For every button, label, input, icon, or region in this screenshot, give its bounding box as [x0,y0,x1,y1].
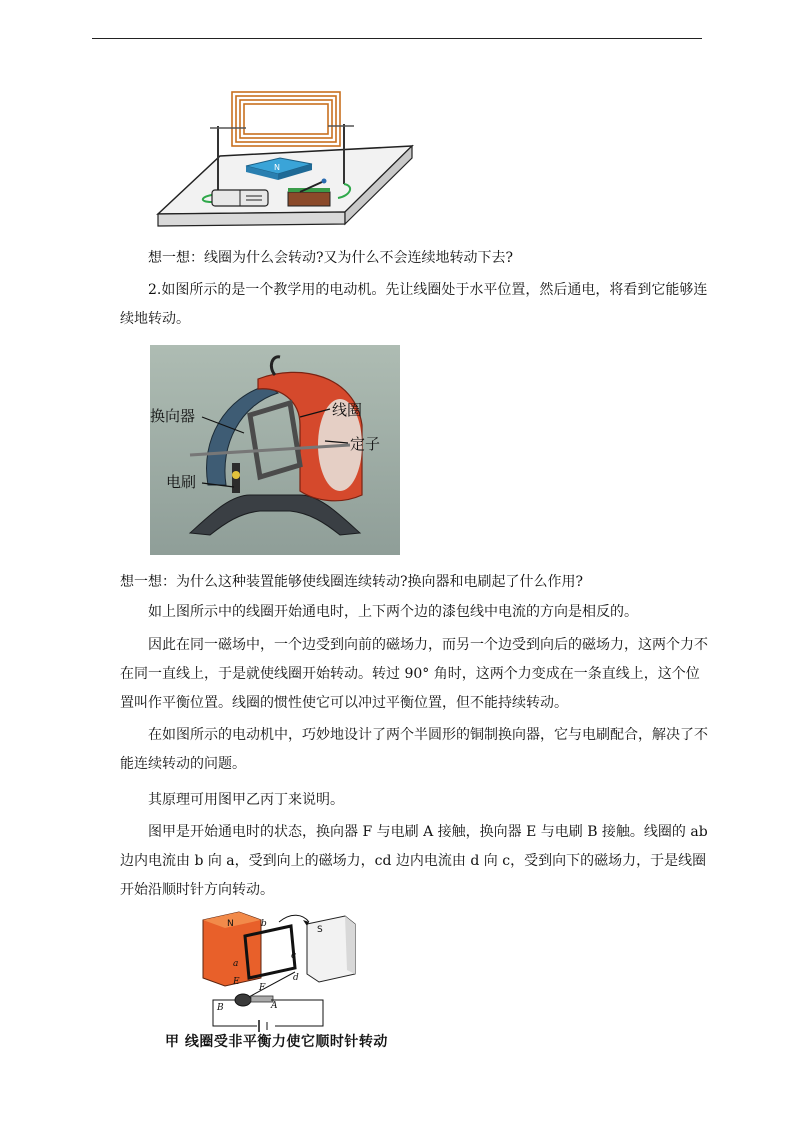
label-S: S [317,925,323,935]
paragraph-4: 其原理可用图甲乙丙丁来说明。 [148,792,344,808]
label-a: a [233,959,239,969]
figure-jia-diagram [195,908,395,1032]
label-stator: 定子 [350,435,381,453]
label-c: c [291,951,297,961]
label-B: B [217,1003,224,1013]
item-2: 2.如图所示的是一个教学用的电动机。先让线圈处于水平位置，然后通电，将看到它能够连续地转动。 [120,282,708,327]
paragraph-1: 如上图所示中的线圈开始通电时，上下两个边的漆包线中电流的方向是相反的。 [148,604,638,620]
think-question-2: 想一想：为什么这种装置能够使线圈连续转动?换向器和电刷起了什么作用? [120,574,584,590]
think-question-1: 想一想：线圈为什么会转动?又为什么不会连续地转动下去? [148,250,514,266]
commutator [235,994,251,1006]
paragraph-5: 图甲是开始通电时的状态，换向器 F 与电刷 A 接触，换向器 E 与电刷 B 接触。线圈的 ab 边内电流由 b 向 a，受到向上的磁场力，cd 边内电流由 d 向 c，受到向下的磁场力，于是线圈开始沿顺时针方向转动。 [120,824,708,898]
figure-teaching-motor [150,345,400,555]
label-coil: 线圈 [332,401,363,419]
label-commutator: 换向器 [150,407,196,425]
label-d: d [293,973,299,983]
label-E: E [233,977,240,987]
label-b: b [261,919,267,929]
battery [212,190,268,206]
label-A: A [271,1001,278,1011]
label-F: F [259,983,266,993]
paragraph-2: 因此在同一磁场中，一个边受到向前的磁场力，而另一个边受到向后的磁场力，这两个力不在同一直线上，于是就使线圈开始转动。转过 90° 角时，这两个力变成在一条直线上，这个位置叫作平衡位置。线圈的惯性使它可以冲过平衡位置，但不能持续转动。 [120,637,708,711]
paragraph-3: 在如图所示的电动机中，巧妙地设计了两个半圆形的铜制换向器，它与电刷配合，解决了不能连续转动的问题。 [120,727,708,772]
header-rule [92,38,702,39]
label-N: N [227,919,234,929]
label-brush: 电刷 [166,473,197,491]
magnet-label: N [274,163,280,172]
figure-caption-jia: 甲 线圈受非平衡力使它顺时针转动 [165,1034,388,1050]
figure-coil-apparatus [150,84,415,232]
